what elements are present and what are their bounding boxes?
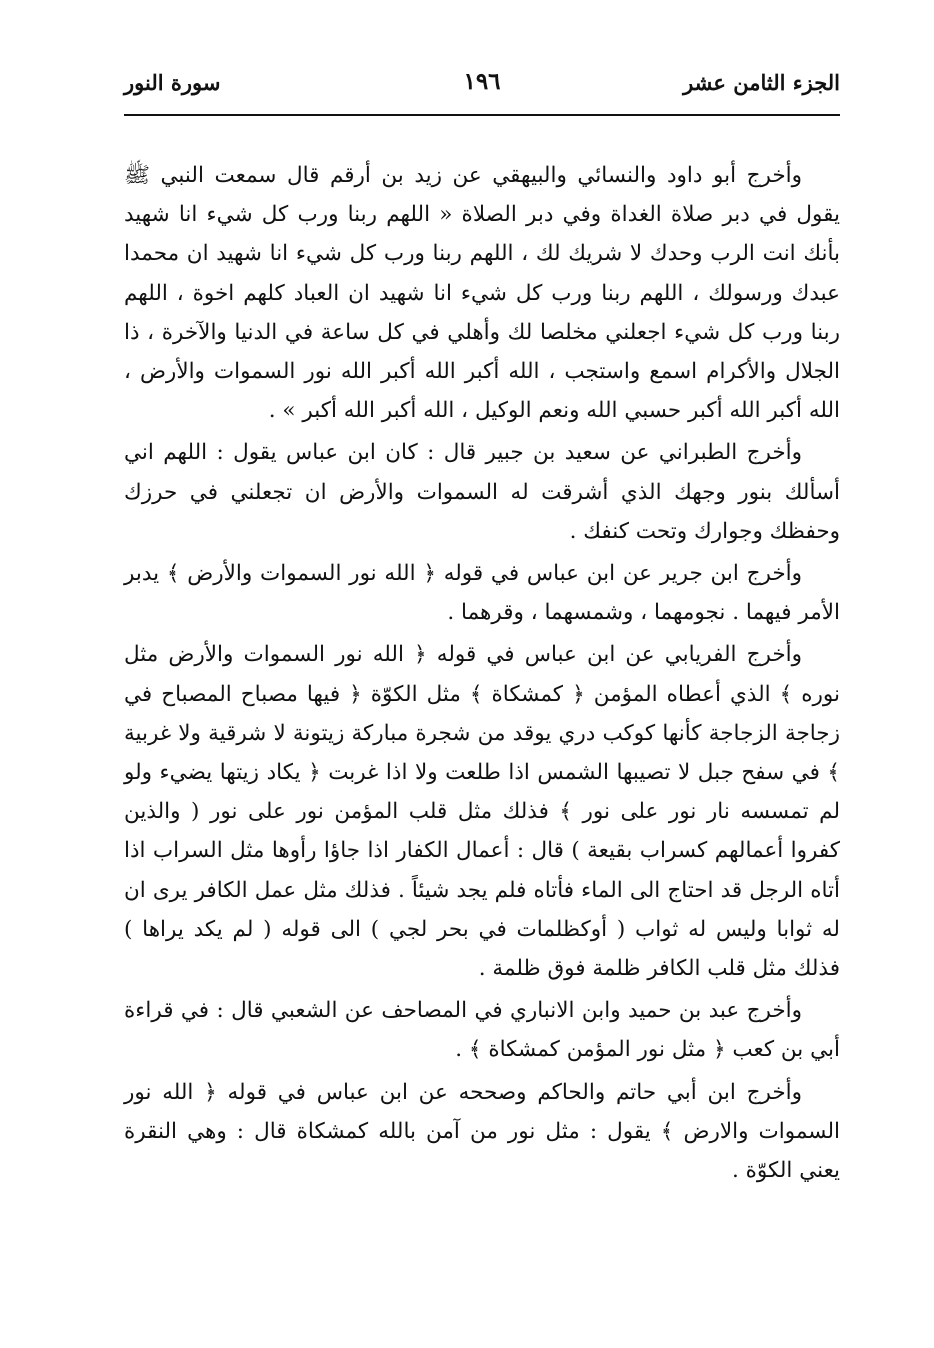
part-title: الجزء الثامن عشر — [683, 70, 840, 95]
paragraph: وأخرج ابن أبي حاتم والحاكم وصححه عن ابن عباس في قوله ﴿ الله نور السموات والارض ﴾ يقول : مثل نور من آمن بالله كمشكاة قال : وهي النقرة يعني الكوّة . — [124, 1079, 840, 1184]
page-header — [124, 60, 840, 104]
header-rule — [124, 114, 840, 116]
page-body — [124, 156, 840, 1190]
paragraph: وأخرج الفريابي عن ابن عباس في قوله ﴿ الله نور السموات والأرض مثل نوره ﴾ الذي أعطاه المؤمن ﴿ كمشكاة ﴾ مثل الكوّة ﴿ فيها مصباح المصباح في زجاجة الزجاجة كأنها كوكب دري يوقد من شجرة مباركة زيتونة لا شرقية ولا غربية ﴾ في سفح جبل لا تصيبها الشمس اذا طلعت ولا اذا غربت ﴿ يكاد زيتها يضيء ولو لم تمسسه نار نور على نور ﴾ فذلك مثل قلب المؤمن نور على نور ( والذين كفروا أعمالهم كسراب بقيعة ) قال : أعمال الكفار اذا جاؤا رأوها مثل السراب اذا أتاه الرجل قد احتاج الى الماء فأتاه فلم يجد شيئاً . فذلك مثل عمل الكافر يرى ان له ثوابا وليس له ثواب ( أوكظلمات في بحر لجي ) الى قوله ( لم يكد يراها ) فذلك مثل قلب الكافر ظلمة فوق ظلمة . — [124, 642, 840, 982]
paragraph: وأخرج عبد بن حميد وابن الانباري في المصاحف عن الشعبي قال : في قراءة أبي بن كعب ﴿ مثل نور المؤمن كمشكاة ﴾ . — [124, 998, 840, 1063]
paragraph: وأخرج ابن جرير عن ابن عباس في قوله ﴿ الله نور السموات والأرض ﴾ يدبر الأمر فيهما . نجومهما ، وشمسهما ، وقرهما . — [124, 561, 840, 626]
book-page — [124, 60, 840, 1310]
paragraph: وأخرج الطبراني عن سعيد بن جبير قال : كان ابن عباس يقول : اللهم اني أسألك بنور وجهك الذي أشرقت له السموات والأرض ان تجعلني في حرزك وحفظك وجوارك وتحت كنفك . — [124, 440, 840, 544]
page-number: ١٩٦ — [463, 68, 501, 95]
paragraph: وأخرج أبو داود والنسائي والبيهقي عن زيد بن أرقم قال سمعت النبي ﷺ يقول في دبر صلاة الغداة وفي دبر الصلاة « اللهم ربنا ورب كل شيء انا شهيد بأنك انت الرب وحدك لا شريك لك ، اللهم ربنا ورب كل شيء انا شهيد ان محمدا عبدك ورسولك ، اللهم ربنا ورب كل شيء انا شهيد ان العباد كلهم اخوة ، اللهم ربنا ورب كل شيء اجعلني مخلصا لك وأهلي في كل ساعة في الدنيا والآخرة ، ذا الجلال والأكرام اسمع واستجب ، الله أكبر الله أكبر الله نور السموات والأرض ، الله أكبر الله أكبر حسبي الله ونعم الوكيل ، الله أكبر الله أكبر » . — [124, 163, 840, 424]
surah-title: سورة النور — [124, 70, 221, 95]
